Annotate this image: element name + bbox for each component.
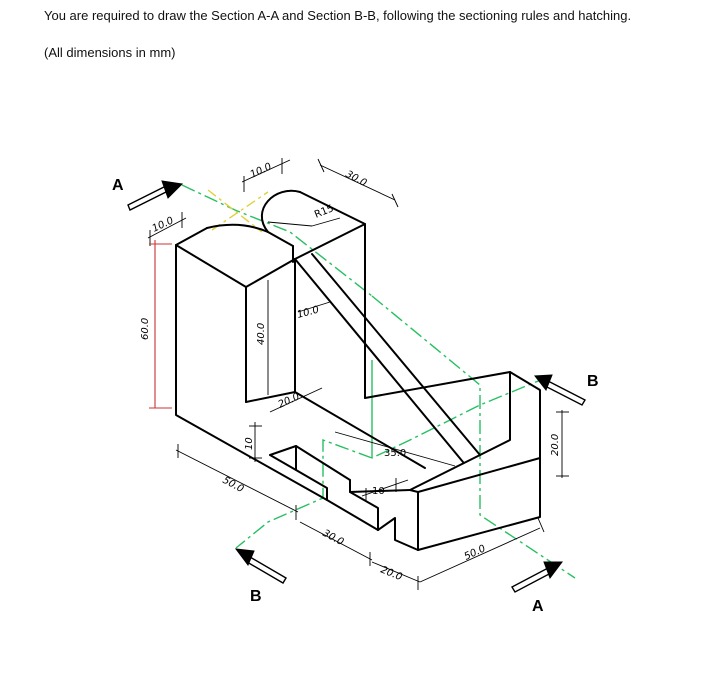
dim-base-front: 30.0 [320, 527, 346, 549]
arrow-b-top-right [535, 375, 585, 405]
dim-left-step: 10.0 [150, 215, 176, 235]
dim-base-left: 50.0 [220, 474, 246, 496]
object-outline [176, 191, 540, 550]
dim-foot-depth: 20.0 [378, 564, 404, 584]
label-b-bottom: B [250, 588, 262, 605]
label-a-left: A [112, 177, 124, 194]
dim-upright-height: 40.0 [256, 322, 267, 345]
dim-small-depth: 10 [372, 486, 385, 497]
dim-arc-radius: R15 [313, 203, 336, 221]
dim-small-height: 10 [244, 437, 255, 450]
dim-top-length: 30.0 [343, 168, 369, 190]
instruction-text: You are required to draw the Section A-A and Section B-B, following the sectioning rules and hatching. [44, 8, 632, 23]
dimension-labels [140, 161, 561, 583]
dim-right-height: 20.0 [550, 433, 561, 456]
dim-base-right: 50.0 [462, 543, 488, 563]
dim-rib-thickness: 10.0 [295, 304, 321, 321]
dim-slot-width: 10.0 [248, 161, 274, 181]
arrow-a-left [128, 181, 182, 210]
arrow-a-bottom-right [512, 562, 562, 592]
units-note: (All dimensions in mm) [44, 45, 176, 60]
arrow-b-bottom-left [236, 549, 286, 583]
label-a-bottom: A [532, 598, 544, 615]
dim-overall-height: 60.0 [140, 317, 151, 340]
label-b-right: B [587, 373, 599, 390]
dim-rib-length: 35.0 [384, 448, 407, 459]
dimension-lines [148, 158, 569, 590]
dim-rib-offset: 20.0 [276, 391, 302, 411]
